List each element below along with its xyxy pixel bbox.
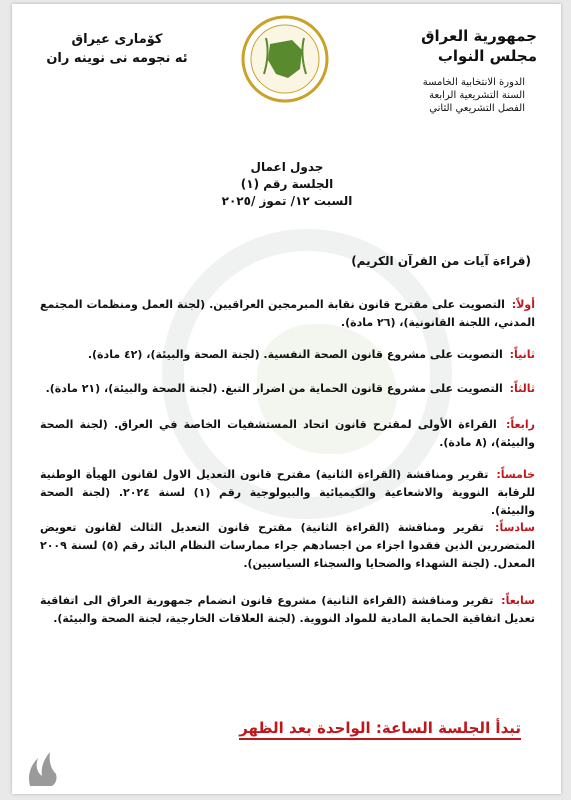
item-text: تقرير ومناقشة (القراءة الثانية) مشروع قانون انضمام جمهورية العراق الى اتفاقية تعديل اتفاقية الحماية المادية للمواد النووية. (لجنة العلاقات الخارجية، لجنة الصحة والبيئة).	[40, 594, 535, 625]
country-name-kurdish: كۆماری عیراق	[71, 32, 163, 47]
document-page	[12, 4, 561, 794]
item-text: التصويت على مشروع قانون الحماية من اضرار التبغ. (لجنة الصحة والبيئة)، (٢١ مادة).	[45, 382, 503, 395]
item-text: التصويت على مقترح قانون نقابة المبرمجين العراقيين. (لجنة العمل ومنظمات المجتمع المدني، اللجنة القانونية)، (٢٦ مادة).	[40, 298, 535, 329]
item-number: سابعاً:	[501, 594, 535, 607]
session-date: السبت ١٢/ تموز /٢٠٢٥	[221, 194, 353, 208]
session-start-time: تبدأ الجلسة الساعة: الواحدة بعد الظهر	[239, 719, 521, 740]
header-left	[42, 30, 192, 68]
agenda-item-4	[40, 416, 535, 452]
legislative-session: الفصل التشريعي الثاني	[429, 103, 525, 114]
agenda-item-2	[40, 346, 535, 364]
item-text: تقرير ومناقشة (القراءة الثانية) مقترح قانون التعديل الاول لقانون الهيأة الوطنية للرقابة النووية والاشعاعية والكيميائية والبيولوجية رقم (١) لسنة ٢٠٢٤. (لجنة الصحة والبيئة).	[40, 468, 535, 517]
council-logo	[240, 14, 330, 104]
header-right	[421, 26, 537, 115]
item-number: سادساً:	[495, 521, 535, 534]
agenda-item-5	[40, 466, 535, 520]
session-number: الجلسة رقم (١)	[240, 177, 334, 191]
electoral-term: الدورة الانتخابية الخامسة	[422, 77, 525, 88]
item-number: ثانياً:	[509, 348, 535, 361]
item-number: أولاً:	[511, 298, 535, 311]
council-name-kurdish: ئه نجومه نی نوینه ران	[46, 51, 188, 66]
item-number: رابعاً:	[506, 418, 535, 431]
agenda-item-3	[40, 380, 535, 398]
agenda-title: جدول اعمال	[250, 160, 324, 174]
item-number: ثالثاً:	[509, 382, 535, 395]
council-name: مجلس النواب	[437, 47, 537, 65]
legislative-year: السنة التشريعية الرابعة	[429, 90, 525, 101]
agenda-item-6	[40, 519, 535, 573]
agenda-title-block	[202, 159, 372, 210]
footer-logo-icon	[22, 746, 62, 790]
country-name: جمهورية العراق	[421, 27, 537, 45]
item-text: تقرير ومناقشة (القراءة الثانية) مقترح قانون التعديل الثالث لقانون تعويض المتضررين الذين فقدوا اجزاء من اجسادهم جراء ممارسات النظام البائد رقم (٥) لسنة ٢٠٠٩ المعدل. (لجنة الشهداء والضحايا والسجناء السياسيين).	[40, 521, 536, 570]
item-text: القراءة الأولى لمقترح قانون اتحاد المستشفيات الخاصة في العراق. (لجنة الصحة والبيئة)، (٨ مادة).	[40, 418, 535, 449]
item-text: التصويت على مشروع قانون الصحة النفسية. (لجنة الصحة والبيئة)، (٤٢ مادة).	[87, 348, 503, 361]
opening-recitation: (قراءة آيات من القرآن الكريم)	[351, 254, 531, 268]
agenda-item-1	[40, 296, 535, 332]
item-number: خامساً:	[496, 468, 535, 481]
agenda-item-7	[40, 592, 535, 628]
